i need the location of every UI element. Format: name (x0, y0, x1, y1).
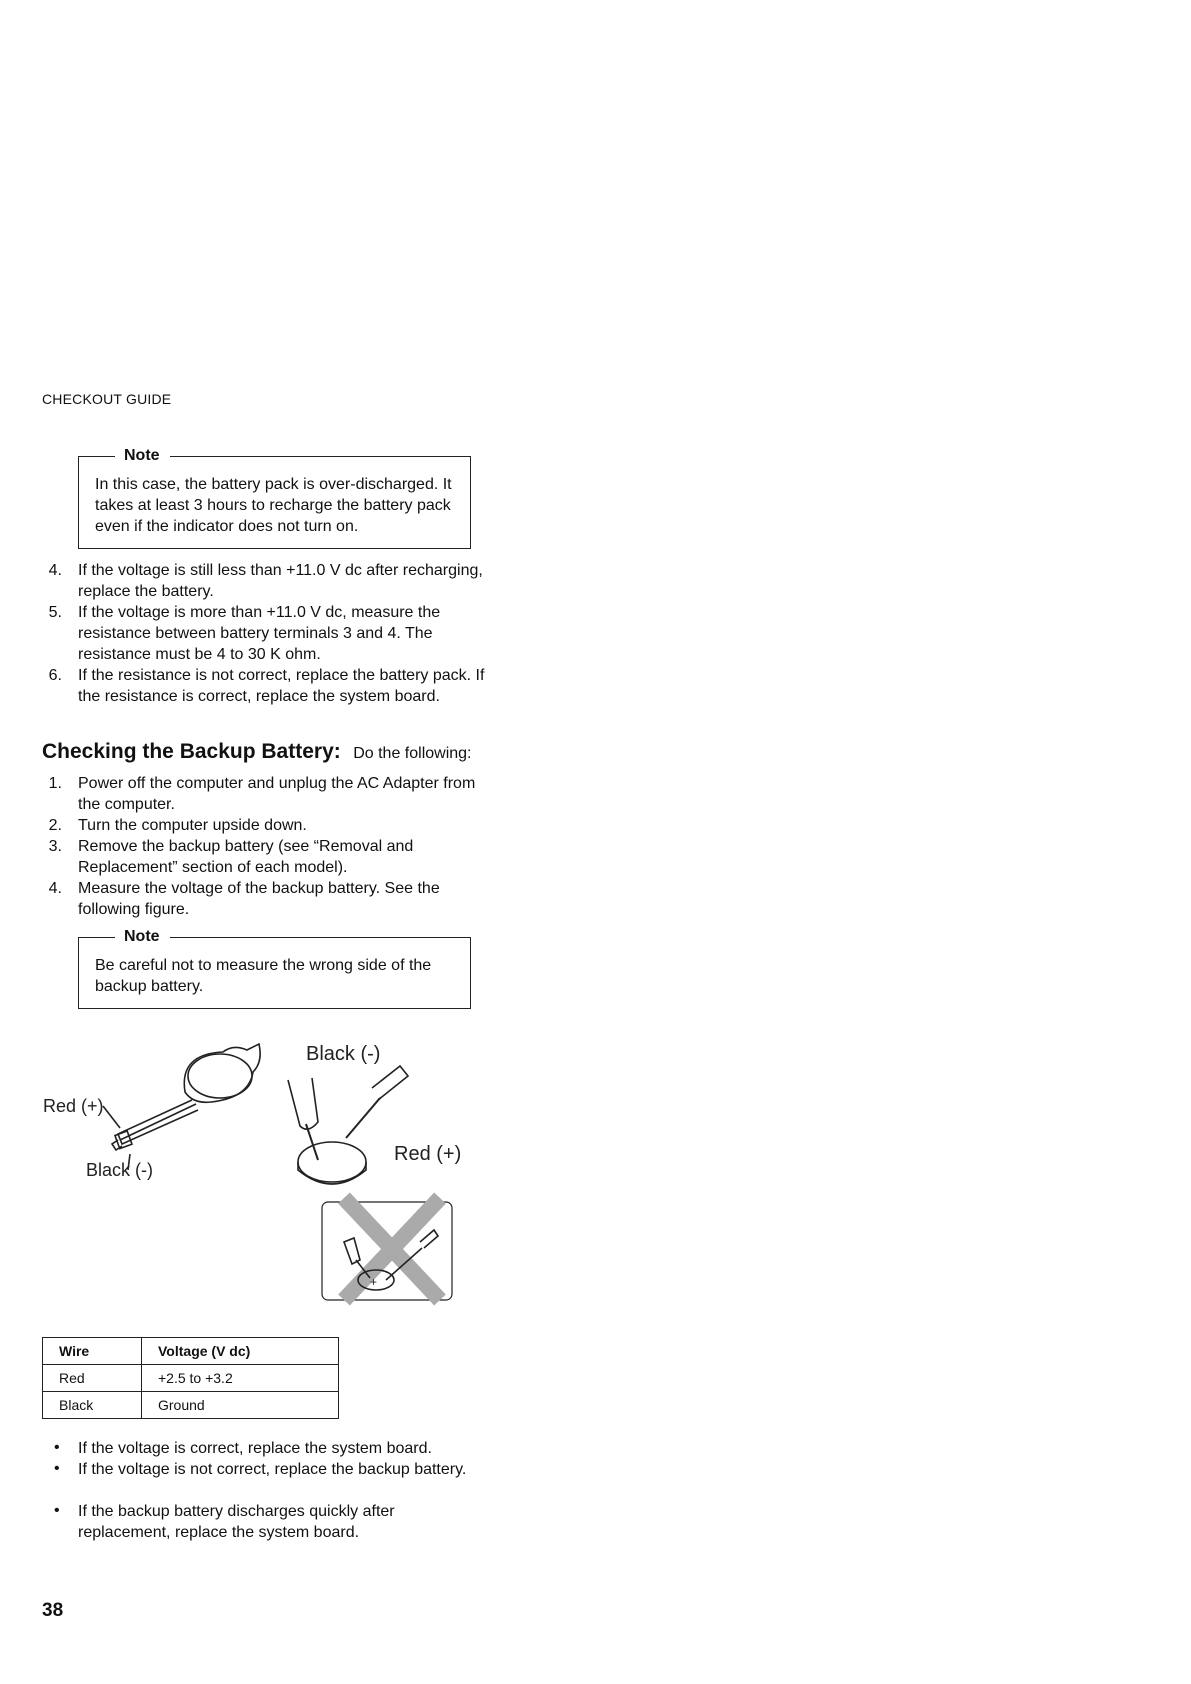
running-head: CHECKOUT GUIDE (42, 391, 172, 407)
heading-lead: Do the following: (353, 745, 472, 762)
wrong-plus-sign: + (370, 1275, 378, 1289)
note-box-overdischarge (78, 447, 471, 549)
heading-title: Checking the Backup Battery: (42, 740, 341, 763)
label-red-left: Red (+) (43, 1096, 104, 1116)
table-header: Voltage (V dc) (142, 1338, 339, 1365)
step-text: If the voltage is still less than +11.0 V dc after recharging, replace the battery. (78, 562, 483, 600)
section-heading (42, 740, 472, 764)
table-cell: +2.5 to +3.2 (142, 1365, 339, 1392)
step-text: Turn the computer upside down. (78, 817, 307, 834)
step-number: 3. (48, 838, 62, 855)
page-number: 38 (42, 1600, 64, 1621)
bullet-text: If the backup battery discharges quickly after replacement, replace the system board. (78, 1503, 395, 1541)
voltage-table (42, 1337, 339, 1419)
note-title: Note (115, 927, 169, 947)
step-number: 4. (48, 880, 62, 897)
note-title: Note (115, 446, 169, 466)
step-number: 5. (48, 604, 62, 621)
bullet-text: If the voltage is correct, replace the system board. (78, 1440, 432, 1457)
note-text: In this case, the battery pack is over-discharged. It takes at least 3 hours to recharge the battery pack even if the indicator does not turn on. (95, 476, 452, 535)
step-number: 6. (48, 667, 62, 684)
step-text: Measure the voltage of the backup battery. See the following figure. (78, 880, 440, 918)
bullet-dot: • (54, 1502, 60, 1519)
step-number: 2. (48, 817, 62, 834)
step-number: 4. (48, 562, 62, 579)
step-text: If the resistance is not correct, replace the battery pack. If the resistance is correct, replace the system board. (78, 667, 485, 705)
label-black-right: Black (-) (306, 1043, 381, 1065)
table-header-row (43, 1338, 339, 1365)
label-red-right: Red (+) (394, 1143, 462, 1165)
label-black-left: Black (-) (86, 1160, 153, 1180)
table-header: Wire (43, 1338, 142, 1365)
note-text: Be careful not to measure the wrong side of the backup battery. (95, 957, 432, 995)
probe-measurement (288, 1066, 408, 1184)
step-text: Remove the backup battery (see “Removal and Replacement” section of each model). (78, 838, 414, 876)
table-cell: Red (43, 1365, 142, 1392)
table-cell: Black (43, 1392, 142, 1419)
wrong-side-example (322, 1198, 452, 1300)
bullet-text: If the voltage is not correct, replace the backup battery. (78, 1461, 467, 1478)
table-row (43, 1365, 339, 1392)
step-text: Power off the computer and unplug the AC Adapter from the computer. (78, 775, 476, 813)
table-cell: Ground (142, 1392, 339, 1419)
step-text: If the voltage is more than +11.0 V dc, measure the resistance between battery terminals 3 and 4. The resistance must be 4 to 30 K ohm. (78, 604, 441, 663)
backup-battery-assembly (103, 1044, 260, 1170)
table-row (43, 1392, 339, 1419)
bullet-dot: • (54, 1460, 60, 1477)
note-box-backup (78, 928, 471, 1009)
bullet-dot: • (54, 1439, 60, 1456)
backup-battery-figure (40, 1030, 480, 1320)
step-number: 1. (48, 775, 62, 792)
